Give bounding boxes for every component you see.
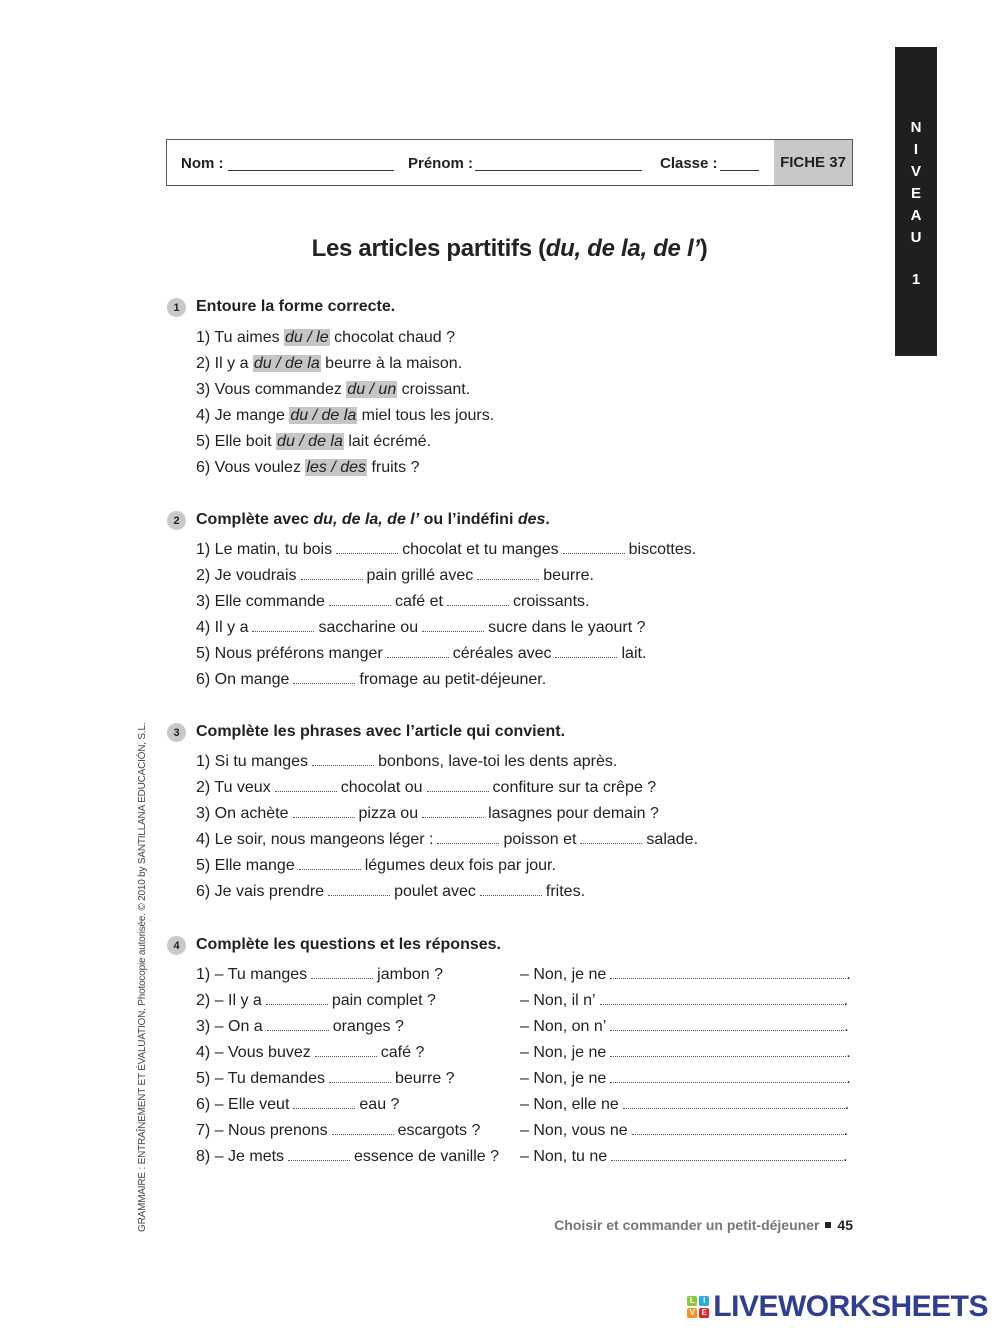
niveau-letter: N bbox=[910, 119, 922, 136]
exercise-title: Complète les questions et les réponses. bbox=[196, 936, 501, 953]
exercise-title: Entoure la forme correcte. bbox=[196, 298, 396, 315]
answer-line[interactable] bbox=[610, 1070, 846, 1083]
ex4-answer: – Non, vous ne . bbox=[520, 1122, 849, 1139]
ex2-item: 4) Il y a saccharine ou sucre dans le yaourt ? bbox=[196, 619, 646, 636]
answer-blank[interactable] bbox=[336, 541, 398, 554]
answer-blank[interactable] bbox=[293, 1096, 355, 1109]
ex4-question: 7) – Nous prenons escargots ? bbox=[196, 1122, 481, 1139]
classe-field[interactable] bbox=[720, 170, 759, 171]
ex1-item: 5) Elle boit du / de la lait écrémé. bbox=[196, 433, 432, 450]
answer-blank[interactable] bbox=[422, 805, 484, 818]
exercise-number: 3 bbox=[167, 723, 186, 742]
answer-blank[interactable] bbox=[555, 645, 617, 658]
ex4-answer: – Non, il n’ . bbox=[520, 992, 849, 1009]
answer-line[interactable] bbox=[610, 1044, 846, 1057]
answer-blank[interactable] bbox=[563, 541, 625, 554]
niveau-letter: A bbox=[910, 207, 922, 224]
ex4-answer: – Non, tu ne . bbox=[520, 1148, 848, 1165]
choice-option[interactable]: du / de la bbox=[253, 355, 320, 372]
ex3-item: 4) Le soir, nous mangeons léger : poisson et salade. bbox=[196, 831, 699, 848]
answer-blank[interactable] bbox=[332, 1122, 394, 1135]
niveau-letter: E bbox=[910, 185, 921, 202]
choice-option[interactable]: du / de la bbox=[290, 407, 357, 424]
liveworksheets-logo[interactable] bbox=[687, 1290, 988, 1324]
niveau-tab bbox=[895, 47, 937, 356]
ex4-question: 3) – On a oranges ? bbox=[196, 1018, 404, 1035]
answer-blank[interactable] bbox=[252, 619, 314, 632]
answer-blank[interactable] bbox=[275, 779, 337, 792]
answer-blank[interactable] bbox=[422, 619, 484, 632]
ex4-question: 8) – Je mets essence de vanille ? bbox=[196, 1148, 500, 1165]
prenom-field[interactable] bbox=[475, 170, 642, 171]
title-italic: du, de la, de l’ bbox=[545, 235, 700, 262]
answer-blank[interactable] bbox=[328, 883, 390, 896]
ex4-answer: – Non, je ne . bbox=[520, 966, 851, 983]
answer-line[interactable] bbox=[610, 966, 846, 979]
choice-option[interactable]: du / le bbox=[285, 329, 329, 346]
ex3-item: 1) Si tu manges bonbons, lave-toi les dents après. bbox=[196, 753, 618, 770]
answer-blank[interactable] bbox=[480, 883, 542, 896]
ex4-answer: – Non, je ne . bbox=[520, 1070, 851, 1087]
answer-blank[interactable] bbox=[301, 567, 363, 580]
ex1-item: 6) Vous voulez les / des fruits ? bbox=[196, 459, 420, 476]
answer-blank[interactable] bbox=[580, 831, 642, 844]
answer-line[interactable] bbox=[610, 1018, 844, 1031]
ex2-item: 5) Nous préférons manger céréales avec lait. bbox=[196, 645, 647, 662]
ex4-answer: – Non, elle ne . bbox=[520, 1096, 850, 1113]
fiche-badge: FICHE 37 bbox=[774, 140, 852, 185]
answer-blank[interactable] bbox=[266, 992, 328, 1005]
exercise-title: Complète avec du, de la, de l’ ou l’indéfini des. bbox=[196, 511, 550, 528]
copyright-notice: GRAMMAIRE : ENTRAÎNEMENT ET ÉVALUATION. Photocopie autorisée. © 2010 by SANTILLANA EDUCACIÓN, S.L. bbox=[137, 722, 148, 1232]
answer-blank[interactable] bbox=[329, 593, 391, 606]
nom-label: Nom : bbox=[181, 155, 224, 172]
ex4-question: 6) – Elle veut eau ? bbox=[196, 1096, 400, 1113]
ex2-item: 2) Je voudrais pain grillé avec beurre. bbox=[196, 567, 594, 584]
exercise-number: 4 bbox=[167, 936, 186, 955]
title-end: ) bbox=[699, 235, 708, 262]
answer-line[interactable] bbox=[600, 992, 844, 1005]
exercise-number: 1 bbox=[167, 298, 186, 317]
answer-blank[interactable] bbox=[427, 779, 489, 792]
answer-blank[interactable] bbox=[293, 805, 355, 818]
answer-blank[interactable] bbox=[267, 1018, 329, 1031]
ex4-question: 1) – Tu manges jambon ? bbox=[196, 966, 443, 983]
classe-label: Classe : bbox=[660, 155, 718, 172]
ex1-item: 4) Je mange du / de la miel tous les jours. bbox=[196, 407, 495, 424]
answer-blank[interactable] bbox=[437, 831, 499, 844]
answer-line[interactable] bbox=[623, 1096, 845, 1109]
page-number: 45 bbox=[837, 1217, 853, 1233]
ex4-question: 4) – Vous buvez café ? bbox=[196, 1044, 425, 1061]
niveau-number: 1 bbox=[911, 271, 921, 288]
ex4-question: 5) – Tu demandes beurre ? bbox=[196, 1070, 455, 1087]
ex1-item: 3) Vous commandez du / un croissant. bbox=[196, 381, 471, 398]
choice-option[interactable]: les / des bbox=[306, 459, 366, 476]
ex1-item: 1) Tu aimes du / le chocolat chaud ? bbox=[196, 329, 456, 346]
ex3-item: 2) Tu veux chocolat ou confiture sur ta crêpe ? bbox=[196, 779, 657, 796]
answer-blank[interactable] bbox=[312, 753, 374, 766]
niveau-letter: I bbox=[913, 141, 919, 158]
answer-blank[interactable] bbox=[293, 671, 355, 684]
answer-blank[interactable] bbox=[477, 567, 539, 580]
nom-field[interactable] bbox=[228, 170, 394, 171]
niveau-letter: V bbox=[910, 163, 921, 180]
liveworksheets-mark-icon: L I V E bbox=[687, 1296, 709, 1318]
footer-chapter: Choisir et commander un petit-déjeuner bbox=[554, 1217, 820, 1233]
answer-blank[interactable] bbox=[447, 593, 509, 606]
prenom-label: Prénom : bbox=[408, 155, 474, 172]
ex4-answer: – Non, on n’ . bbox=[520, 1018, 849, 1035]
answer-blank[interactable] bbox=[288, 1148, 350, 1161]
ex4-answer: – Non, je ne . bbox=[520, 1044, 851, 1061]
ex1-item: 2) Il y a du / de la beurre à la maison. bbox=[196, 355, 463, 372]
choice-option[interactable]: du / un bbox=[347, 381, 397, 398]
ex3-item: 5) Elle mange légumes deux fois par jour. bbox=[196, 857, 556, 874]
title-main: Les articles partitifs ( bbox=[311, 235, 546, 262]
liveworksheets-wordmark: LIVEWORKSHEETS bbox=[713, 1290, 988, 1323]
ex3-item: 6) Je vais prendre poulet avec frites. bbox=[196, 883, 586, 900]
ex3-item: 3) On achète pizza ou lasagnes pour demain ? bbox=[196, 805, 659, 822]
answer-blank[interactable] bbox=[329, 1070, 391, 1083]
answer-blank[interactable] bbox=[299, 857, 361, 870]
answer-line[interactable] bbox=[632, 1122, 844, 1135]
ex2-item: 1) Le matin, tu bois chocolat et tu manges biscottes. bbox=[196, 541, 697, 558]
exercise-number: 2 bbox=[167, 511, 186, 530]
page-title bbox=[166, 235, 853, 263]
ex2-item: 6) On mange fromage au petit-déjeuner. bbox=[196, 671, 547, 688]
niveau-letter: U bbox=[910, 229, 922, 246]
answer-blank[interactable] bbox=[387, 645, 449, 658]
ex4-question: 2) – Il y a pain complet ? bbox=[196, 992, 436, 1009]
answer-blank[interactable] bbox=[315, 1044, 377, 1057]
header-box bbox=[166, 139, 853, 186]
answer-blank[interactable] bbox=[311, 966, 373, 979]
square-icon bbox=[825, 1222, 831, 1228]
answer-line[interactable] bbox=[611, 1148, 843, 1161]
footer bbox=[554, 1217, 853, 1233]
ex2-item: 3) Elle commande café et croissants. bbox=[196, 593, 590, 610]
exercise-title: Complète les phrases avec l’article qui convient. bbox=[196, 723, 566, 740]
choice-option[interactable]: du / de la bbox=[277, 433, 343, 450]
